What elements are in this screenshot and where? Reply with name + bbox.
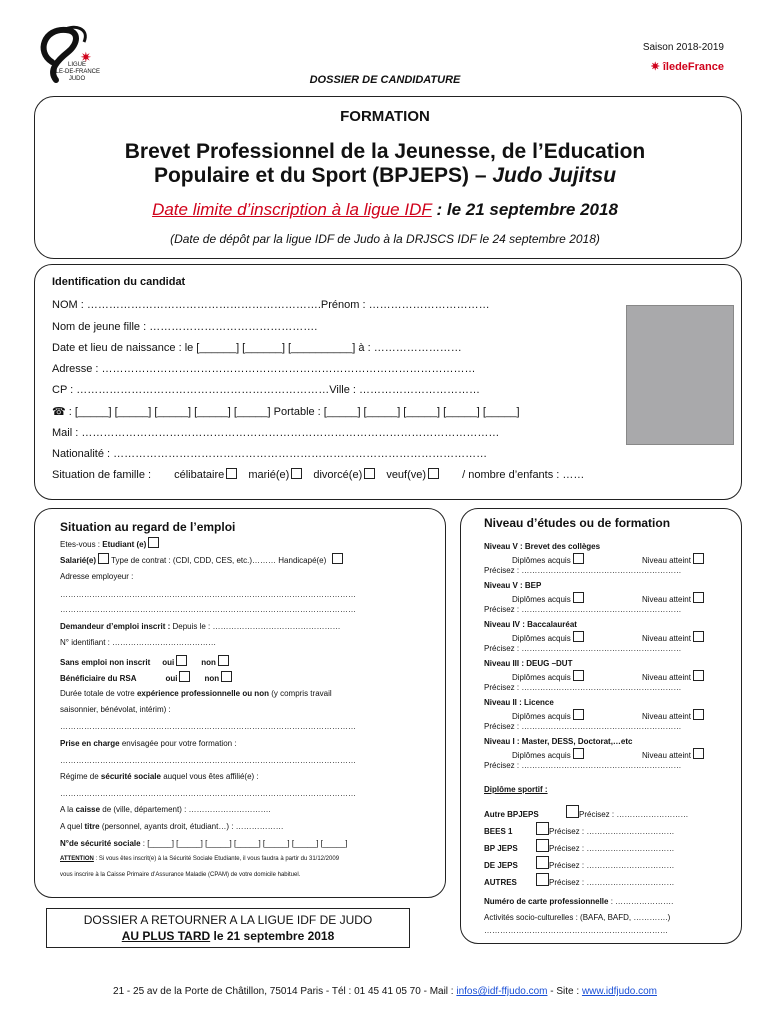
niveau-level-label: Niveau V : BEP	[484, 581, 542, 590]
niveau-atteint-option: Niveau atteint	[642, 592, 704, 604]
niveau-atteint-checkbox[interactable]	[693, 709, 704, 720]
securite-sociale-field[interactable]: N°de sécurité sociale : [_____] [_____] [_____] [_____] [_____] [_____] [_____]	[60, 839, 348, 848]
niveau-level-label: Niveau III : DEUG –DUT	[484, 659, 573, 668]
niveau-level-label: Niveau IV : Baccalauréat	[484, 620, 577, 629]
niveau-precisez-field[interactable]: Précisez : ……………………………………………………	[484, 566, 682, 575]
attention-note: ATTENTION : Si vous êtes inscrit(e) à la Sécurité Sociale Etudiante, il vous faudra à partir du 31/12/2009	[60, 856, 340, 862]
handicape-checkbox[interactable]	[332, 553, 343, 564]
diplomes-acquis-checkbox[interactable]	[573, 631, 584, 642]
telephone-field[interactable]: ☎ : [_____] [_____] [_____] [_____] [_____] Portable : [_____] [_____] [_____] [_____] [_____]	[52, 406, 520, 418]
adresse-employeur-field-1[interactable]: …………………………………………………………………………………………………	[60, 590, 356, 599]
sans-emploi-non-checkbox[interactable]	[218, 655, 229, 666]
prise-en-charge-row: Prise en charge envisagée pour votre formation :	[60, 739, 237, 748]
socio-culturelles-field[interactable]: ……………………………………………………………	[484, 926, 668, 935]
etudiant-checkbox[interactable]	[148, 537, 159, 548]
niveau-atteint-option: Niveau atteint	[642, 631, 704, 643]
diplomes-acquis-checkbox[interactable]	[573, 670, 584, 681]
depot-date-text: (Date de dépôt par la ligue IDF de Judo à la DRJSCS IDF le 24 septembre 2018)	[170, 232, 600, 246]
deadline-text: Date limite d’inscription à la ligue IDF : le 21 septembre 2018	[152, 200, 618, 219]
regime-field[interactable]: …………………………………………………………………………………………………	[60, 789, 356, 798]
nationalite-field[interactable]: Nationalité : …………………………………………………………………………………………	[52, 448, 488, 460]
demandeur-row[interactable]: Demandeur d’emploi inscrit : Depuis le : …………………………………………	[60, 622, 341, 631]
adresse-field[interactable]: Adresse : …………………………………………………………………………………………	[52, 363, 476, 375]
salarie-checkbox[interactable]	[98, 553, 109, 564]
diplome-sportif-label: DE JEPS	[484, 861, 518, 870]
diplomes-acquis-checkbox[interactable]	[573, 748, 584, 759]
nombre-enfants-field[interactable]: / nombre d’enfants : ……	[462, 469, 585, 481]
formation-title-line2: Populaire et du Sport (BPJEPS) – Judo Jujitsu	[153, 164, 617, 187]
niveau-atteint-option: Niveau atteint	[642, 670, 704, 682]
diplomes-acquis-checkbox[interactable]	[573, 592, 584, 603]
niveau-precisez-field[interactable]: Précisez : ……………………………………………………	[484, 761, 682, 770]
duree-row-2: saisonnier, bénévolat, intérim) :	[60, 705, 171, 714]
niveau-title: Niveau d’études ou de formation	[484, 516, 671, 530]
dossier-title: DOSSIER DE CANDIDATURE	[309, 74, 461, 86]
celibataire-checkbox[interactable]	[226, 468, 237, 479]
diplomes-acquis-option: Diplômes acquis	[512, 553, 584, 565]
svg-text:✷: ✷	[80, 50, 92, 66]
return-line1: DOSSIER A RETOURNER A LA LIGUE IDF DE JUDO	[83, 913, 373, 927]
diplome-sportif-title: Diplôme sportif :	[484, 785, 548, 794]
diplomes-acquis-option: Diplômes acquis	[512, 748, 584, 760]
option-veuf: veuf(ve)	[386, 469, 439, 481]
diplome-sportif-label: BEES 1	[484, 827, 513, 836]
idf-star-icon: ✷	[650, 61, 660, 73]
niveau-atteint-option: Niveau atteint	[642, 709, 704, 721]
diplome-sportif-label: AUTRES	[484, 878, 517, 887]
diplome-sportif-checkbox[interactable]	[536, 856, 549, 869]
attention-note-2: vous inscrire à la Caisse Primaire d’Assurance Maladie (CPAM) de votre domicile habituel.	[60, 872, 301, 878]
sans-emploi-oui-checkbox[interactable]	[176, 655, 187, 666]
diplomes-acquis-option: Diplômes acquis	[512, 592, 584, 604]
duree-field[interactable]: …………………………………………………………………………………………………	[60, 722, 356, 731]
diplome-sportif-row	[484, 873, 674, 887]
niveau-atteint-checkbox[interactable]	[693, 592, 704, 603]
rsa-non-checkbox[interactable]	[221, 671, 232, 682]
diplome-sportif-label: BP JEPS	[484, 844, 518, 853]
diplomes-acquis-option: Diplômes acquis	[512, 631, 584, 643]
situation-famille-row	[52, 468, 584, 481]
marie-checkbox[interactable]	[291, 468, 302, 479]
option-divorce: divorcé(e)	[313, 469, 375, 481]
niveau-atteint-option: Niveau atteint	[642, 553, 704, 565]
niveau-atteint-checkbox[interactable]	[693, 670, 704, 681]
emploi-title: Situation au regard de l’emploi	[60, 520, 236, 534]
diplomes-acquis-checkbox[interactable]	[573, 553, 584, 564]
rsa-oui-checkbox[interactable]	[179, 671, 190, 682]
diplome-sportif-checkbox[interactable]	[566, 805, 579, 818]
diplome-sportif-checkbox[interactable]	[536, 839, 549, 852]
diplome-sportif-precisez-field[interactable]: Précisez : ……………………………	[549, 827, 675, 836]
footer: 21 - 25 av de la Porte de Châtillon, 75014 Paris - Tél : 01 45 41 05 70 - Mail : infos@idf-ffjudo.com - Site : www.idfjudo.com	[113, 986, 657, 997]
etes-vous-row: Etes-vous : Etudiant (e)	[60, 537, 159, 549]
caisse-field[interactable]: A la caisse de (ville, département) : ………………………….	[60, 805, 271, 814]
niveau-level-label: Niveau I : Master, DESS, Doctorat,…etc	[484, 737, 633, 746]
niveau-precisez-field[interactable]: Précisez : ……………………………………………………	[484, 722, 682, 731]
diplomes-acquis-option: Diplômes acquis	[512, 709, 584, 721]
diplome-sportif-label: Autre BPJEPS	[484, 810, 539, 819]
niveau-precisez-field[interactable]: Précisez : ……………………………………………………	[484, 644, 682, 653]
diplomes-acquis-checkbox[interactable]	[573, 709, 584, 720]
mail-field[interactable]: Mail : ……………………………………………………………………………………………………	[52, 427, 500, 439]
rsa-row: Bénéficiaire du RSA oui non	[60, 671, 232, 683]
niveau-atteint-checkbox[interactable]	[693, 631, 704, 642]
niveau-atteint-option: Niveau atteint	[642, 748, 704, 760]
diplome-sportif-precisez-field[interactable]: Précisez : ……………………………	[549, 861, 675, 870]
diplome-sportif-row	[484, 839, 674, 853]
option-celibataire: célibataire	[174, 469, 237, 481]
identification-title: Identification du candidat	[52, 276, 186, 288]
niveau-atteint-checkbox[interactable]	[693, 553, 704, 564]
prise-en-charge-field[interactable]: …………………………………………………………………………………………………	[60, 756, 356, 765]
diplome-sportif-precisez-field[interactable]: Précisez : ……………………………	[549, 878, 675, 887]
regime-row: Régime de sécurité sociale auquel vous êtes affilié(e) :	[60, 772, 259, 781]
carte-professionnelle-field[interactable]: Numéro de carte professionnelle : ………………….	[484, 897, 674, 906]
footer-site-link[interactable]: www.idfjudo.com	[581, 986, 657, 997]
diplome-sportif-precisez-field[interactable]: Précisez : ………………………	[579, 810, 689, 819]
diplome-sportif-precisez-field[interactable]: Précisez : ……………………………	[549, 844, 675, 853]
duree-row: Durée totale de votre expérience professionnelle ou non (y compris travail	[60, 689, 332, 698]
niveau-level-label: Niveau II : Licence	[484, 698, 554, 707]
niveau-atteint-checkbox[interactable]	[693, 748, 704, 759]
photo-placeholder	[626, 305, 734, 445]
nom-prenom-field[interactable]: NOM : ……………………………………………………….Prénom : ……………………………	[52, 299, 490, 311]
formation-label: FORMATION	[340, 108, 430, 125]
adresse-employeur-label: Adresse employeur :	[60, 572, 134, 581]
logo-text: LIGUE ILE-DE-FRANCE JUDO	[54, 62, 101, 82]
season-label: Saison 2018-2019	[642, 42, 724, 53]
nom-jeune-fille-field[interactable]: Nom de jeune fille : ……………………………………….	[52, 321, 318, 333]
return-line2: AU PLUS TARD le 21 septembre 2018	[121, 929, 335, 943]
option-marie: marié(e)	[248, 469, 302, 481]
naissance-field[interactable]: Date et lieu de naissance : le [______] [______] [__________] à : ……………………	[52, 342, 462, 354]
titre-field[interactable]: A quel titre (personnel, ayants droit, étudiant…) : ………………	[60, 822, 284, 831]
veuf-checkbox[interactable]	[428, 468, 439, 479]
diplome-sportif-checkbox[interactable]	[536, 873, 549, 886]
adresse-employeur-field-2[interactable]: …………………………………………………………………………………………………	[60, 605, 356, 614]
niveau-level-label: Niveau V : Brevet des collèges	[484, 542, 601, 551]
divorce-checkbox[interactable]	[364, 468, 375, 479]
niveau-precisez-field[interactable]: Précisez : ……………………………………………………	[484, 605, 682, 614]
sans-emploi-row: Sans emploi non inscrit oui non	[60, 655, 229, 667]
salarie-row: Salarié(e) Type de contrat : (CDI, CDD, CES, etc.)……… Handicapé(e)	[60, 553, 343, 565]
situation-label: Situation de famille :	[52, 469, 152, 481]
niveau-precisez-field[interactable]: Précisez : ……………………………………………………	[484, 683, 682, 692]
diplome-sportif-row	[484, 822, 674, 836]
diplomes-acquis-option: Diplômes acquis	[512, 670, 584, 682]
identifiant-field[interactable]: N° identifiant : …………………………………	[60, 638, 217, 647]
footer-mail-link[interactable]: infos@idf-ffjudo.com	[456, 986, 548, 997]
socio-culturelles-label: Activités socio-culturelles : (BAFA, BAFD, ………….)	[484, 913, 671, 922]
diplome-sportif-row	[484, 856, 674, 870]
formation-title-line1: Brevet Professionnel de la Jeunesse, de l’Education	[124, 140, 646, 163]
diplome-sportif-checkbox[interactable]	[536, 822, 549, 835]
cp-ville-field[interactable]: CP : ……………………………………………………………Ville : ……………………………	[52, 384, 481, 396]
diplome-sportif-row	[484, 805, 688, 819]
ile-de-france-logo: ✷ îledeFrance	[650, 61, 724, 73]
